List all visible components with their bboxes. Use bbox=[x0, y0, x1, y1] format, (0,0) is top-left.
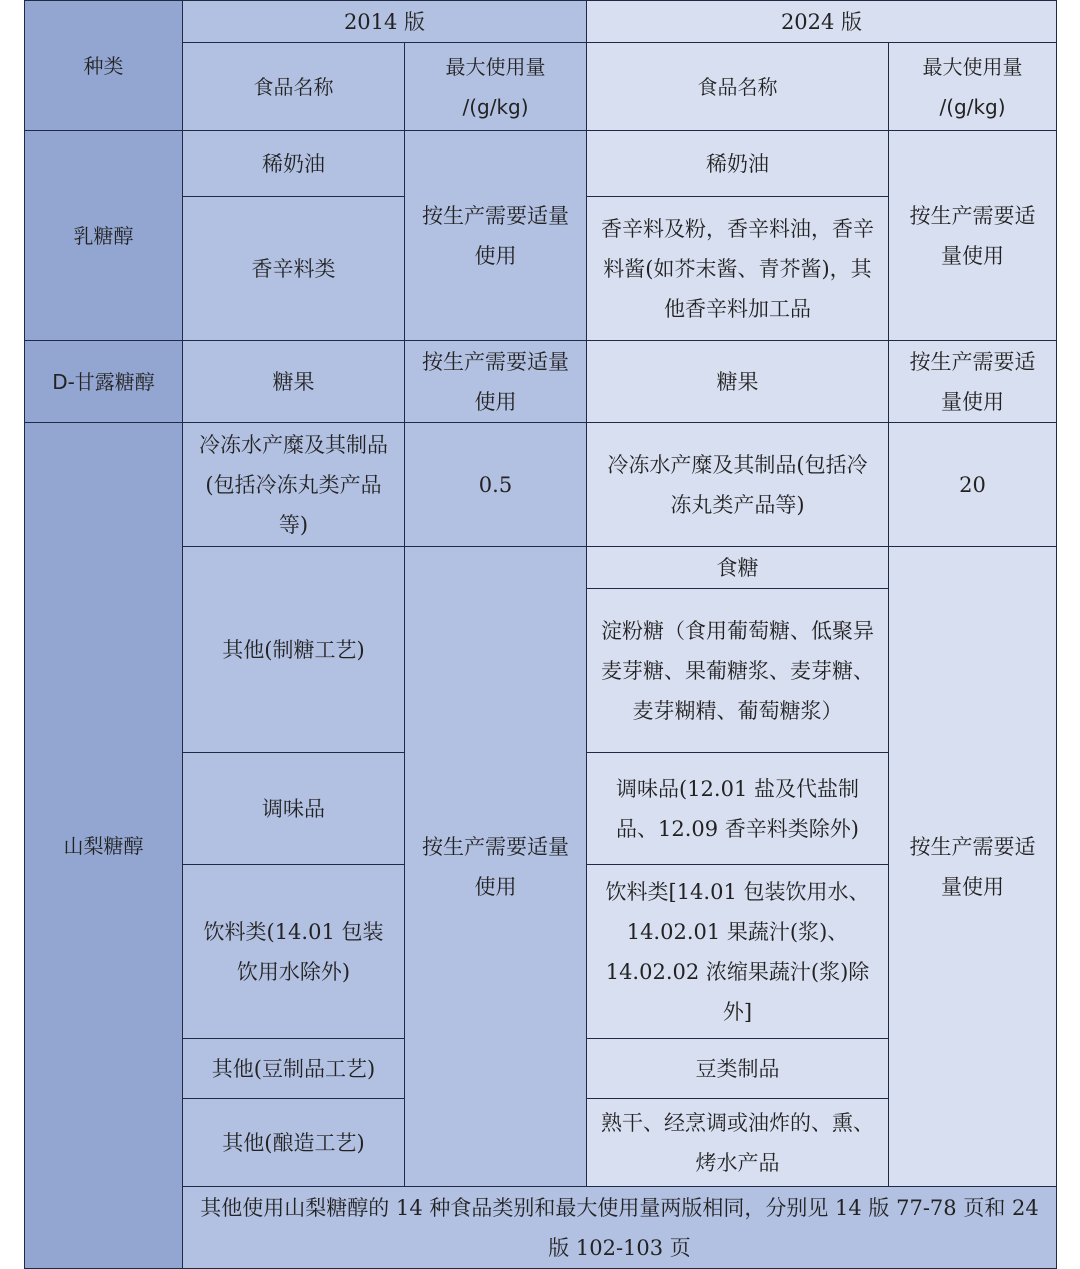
sorbitol-use-2024-1: 20 bbox=[889, 423, 1057, 547]
sorbitol-food-2014-beverage: 饮料类(14.01 包装饮用水除外) bbox=[183, 865, 405, 1039]
max-use-unit: /(g/kg) bbox=[939, 94, 1006, 119]
lactitol-food-2024-2: 香辛料及粉，香辛料油，香辛料酱(如芥末酱、青芥酱)，其他香辛料加工品 bbox=[587, 197, 889, 341]
sorbitol-use-2014-1: 0.5 bbox=[405, 423, 587, 547]
sorbitol-food-2024-beverage: 饮料类[14.01 包装饮用水、14.02.01 果蔬汁(浆)、14.02.02 浓缩果蔬汁(浆)除外] bbox=[587, 865, 889, 1039]
header-kind: 种类 bbox=[25, 1, 183, 131]
mannitol-use-2014: 按生产需要适量使用 bbox=[405, 341, 587, 423]
lactitol-food-2014-2: 香辛料类 bbox=[183, 197, 405, 341]
header-max-use-2024 bbox=[889, 43, 1057, 131]
sorbitol-food-2014-brew: 其他(酿造工艺) bbox=[183, 1099, 405, 1187]
sorbitol-food-2024-brew: 熟干、经烹调或油炸的、熏、烤水产品 bbox=[587, 1099, 889, 1187]
kind-mannitol: D-甘露糖醇 bbox=[25, 341, 183, 423]
lactitol-food-2014-1: 稀奶油 bbox=[183, 131, 405, 197]
sorbitol-food-2014-sugar: 其他(制糖工艺) bbox=[183, 547, 405, 753]
sorbitol-use-2024-other: 按生产需要适量使用 bbox=[889, 547, 1057, 1187]
lactitol-food-2024-1: 稀奶油 bbox=[587, 131, 889, 197]
kind-lactitol: 乳糖醇 bbox=[25, 131, 183, 341]
sorbitol-food-2014-bean: 其他(豆制品工艺) bbox=[183, 1039, 405, 1099]
sorbitol-food-2024-1: 冷冻水产糜及其制品(包括冷冻丸类产品等) bbox=[587, 423, 889, 547]
header-2014: 2014 版 bbox=[183, 1, 587, 43]
header-max-use-2014 bbox=[405, 43, 587, 131]
sorbitol-food-2024-sugar-b: 淀粉糖（食用葡萄糖、低聚异麦芽糖、果葡糖浆、麦芽糖、麦芽糊精、葡萄糖浆） bbox=[587, 589, 889, 753]
mannitol-row bbox=[25, 341, 1057, 423]
lactitol-use-2014: 按生产需要适量使用 bbox=[405, 131, 587, 341]
lactitol-use-2024: 按生产需要适量使用 bbox=[889, 131, 1057, 341]
sorbitol-food-2014-season: 调味品 bbox=[183, 753, 405, 865]
sorbitol-row-1 bbox=[25, 423, 1057, 547]
lactitol-row-1 bbox=[25, 131, 1057, 197]
max-use-label: 最大使用量 bbox=[922, 54, 1023, 79]
sorbitol-food-2024-bean: 豆类制品 bbox=[587, 1039, 889, 1099]
mannitol-use-2024: 按生产需要适量使用 bbox=[889, 341, 1057, 423]
sorbitol-use-2014-other: 按生产需要适量使用 bbox=[405, 547, 587, 1187]
footnote: 其他使用山梨糖醇的 14 种食品类别和最大使用量两版相同，分别见 14 版 77-78 页和 24 版 102-103 页 bbox=[183, 1187, 1057, 1269]
header-2024: 2024 版 bbox=[587, 1, 1057, 43]
sorbitol-food-2014-1: 冷冻水产糜及其制品(包括冷冻丸类产品等) bbox=[183, 423, 405, 547]
mannitol-food-2024: 糖果 bbox=[587, 341, 889, 423]
header-food-name-2024: 食品名称 bbox=[587, 43, 889, 131]
sorbitol-food-2024-season: 调味品(12.01 盐及代盐制品、12.09 香辛料类除外) bbox=[587, 753, 889, 865]
header-food-name-2014: 食品名称 bbox=[183, 43, 405, 131]
kind-sorbitol: 山梨糖醇 bbox=[25, 423, 183, 1269]
header-row-version bbox=[25, 1, 1057, 43]
max-use-unit: /(g/kg) bbox=[462, 94, 529, 119]
max-use-label: 最大使用量 bbox=[445, 54, 546, 79]
sorbitol-food-2024-sugar-a: 食糖 bbox=[587, 547, 889, 589]
mannitol-food-2014: 糖果 bbox=[183, 341, 405, 423]
comparison-table bbox=[24, 0, 1057, 1269]
